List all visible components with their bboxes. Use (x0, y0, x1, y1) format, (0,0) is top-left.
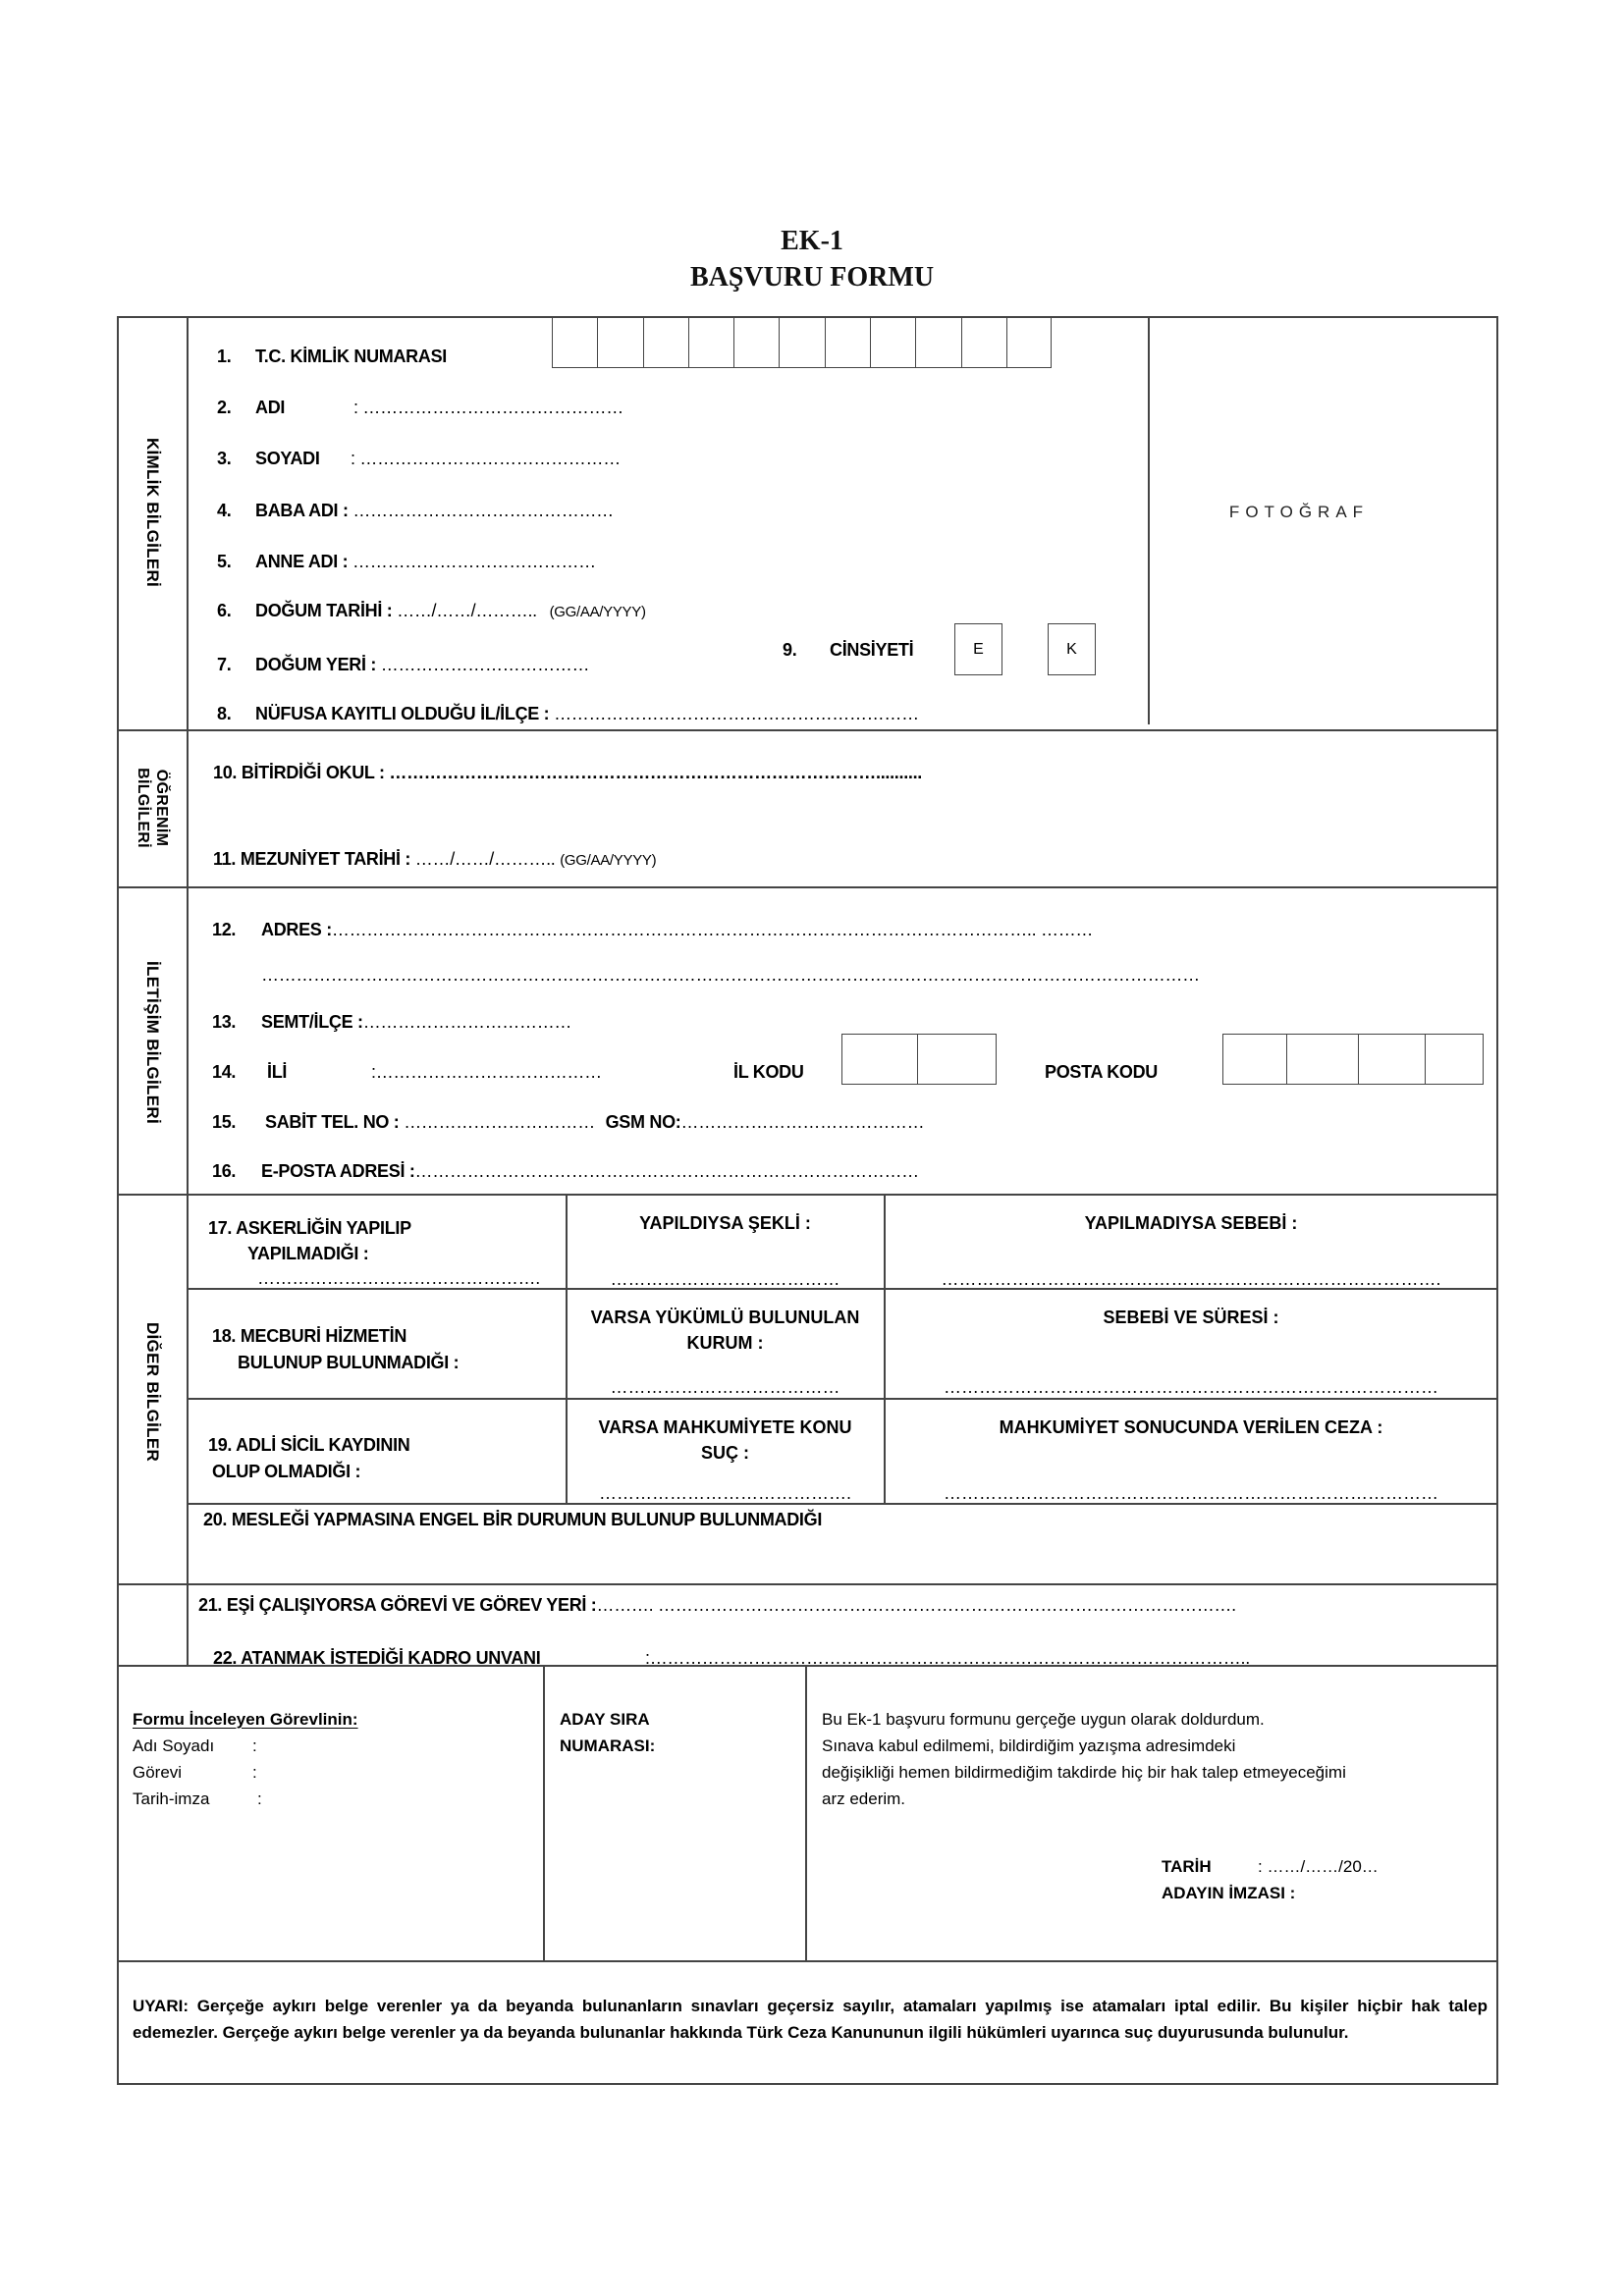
field-label: DOĞUM YERİ : (255, 655, 377, 674)
field-value[interactable]: ……………………………… (362, 1012, 572, 1032)
field-value[interactable]: :………………………………………………………………………………………….. (645, 1648, 1250, 1668)
il-kodu-boxes[interactable] (841, 1034, 997, 1085)
field-label: ANNE ADI : (255, 552, 349, 571)
declaration-line: Bu Ek-1 başvuru formunu gerçeğe uygun olarak doldurdum. (822, 1710, 1265, 1729)
inspector-title: Formu İnceleyen Görevlinin: (133, 1710, 358, 1729)
field-baba-adi[interactable] (217, 500, 614, 521)
field-number: 6. (217, 601, 232, 620)
field-sep: : (252, 1763, 257, 1782)
field-label: 21. EŞİ ÇALIŞIYORSA GÖREVİ VE GÖREV YERİ : (198, 1595, 597, 1615)
field-label: BABA ADI : (255, 501, 349, 520)
form-border-bottom (117, 2083, 1498, 2085)
field-number: 15. (212, 1112, 237, 1132)
divider-signature (117, 1960, 1498, 1962)
gsm-label: GSM NO: (605, 1112, 681, 1132)
field-label: SEMT/İLÇE : (261, 1012, 363, 1032)
field-nufus[interactable] (217, 703, 919, 724)
field-label: T.C. KİMLİK NUMARASI (255, 347, 447, 366)
signature-col-divider-2 (805, 1665, 807, 1961)
field-cinsiyet (783, 639, 913, 661)
field-value[interactable]: ………………………………………………………………………….......... (384, 763, 922, 782)
tc-digit-box[interactable] (871, 317, 916, 367)
tc-digit-box[interactable] (780, 317, 825, 367)
mecburi-kurum-label-line1: VARSA YÜKÜMLÜ BULUNULAN (590, 1308, 860, 1327)
gsm-value[interactable]: …………………………………… (680, 1112, 925, 1132)
section-label-ogrenim-line2: BİLGİLERİ (135, 768, 151, 848)
field-value[interactable]: ………. ………………………………………………………………………………………. (596, 1595, 1236, 1615)
field-es-gorev[interactable] (198, 1594, 1236, 1616)
posta-kodu-digit-box[interactable] (1223, 1035, 1287, 1084)
field-sep: : (252, 1736, 257, 1755)
section-label-column-divider (187, 316, 189, 1666)
il-kodu-label: İL KODU (733, 1062, 804, 1082)
field-label: Adı Soyadı (133, 1736, 215, 1755)
mecburi-kurum-label-line2: KURUM : (686, 1333, 764, 1353)
form-border-left (117, 316, 119, 2085)
posta-kodu-digit-box[interactable] (1359, 1035, 1426, 1084)
mecburi-sure-label: SEBEBİ VE SÜRESİ : (1103, 1308, 1279, 1327)
field-number: 8. (217, 704, 232, 723)
divider-iletisim (117, 1194, 1498, 1196)
field-number: 12. (212, 920, 237, 939)
field-value[interactable]: ……………………………………… (348, 501, 614, 520)
field-kadro-unvani[interactable] (213, 1647, 1250, 1669)
field-label: SOYADI (255, 449, 320, 468)
field-value[interactable]: ………………………………………………………………………………………………………….. ……… (331, 920, 1094, 939)
divider-ogrenim (117, 886, 1498, 888)
field-semt[interactable] (212, 1011, 571, 1033)
field-value[interactable]: : ……………………………………… (353, 398, 623, 417)
field-label: Tarih-imza (133, 1789, 210, 1808)
section-label-ogrenim-line1: ÖĞRENİM (153, 769, 170, 847)
field-bitirdigi-okul[interactable] (213, 762, 922, 783)
inspector-field-name[interactable] (133, 1733, 358, 1759)
field-value[interactable]: ……………………………… (376, 655, 590, 674)
askerlik-value[interactable]: …………………………………………. (257, 1268, 540, 1288)
photo-divider (1148, 316, 1150, 724)
field-number: 5. (217, 552, 232, 571)
field-number: 14. (212, 1062, 237, 1082)
mecburi-label-1: 18. MECBURİ HİZMETİN (212, 1326, 407, 1346)
askerlik-sebebi-label: YAPILMADIYSA SEBEBİ : (1084, 1213, 1298, 1233)
field-meslek-engel[interactable]: 20. MESLEĞİ YAPMASINA ENGEL BİR DURUMUN BULUNUP BULUNMADIĞI (203, 1510, 823, 1529)
tc-digit-box[interactable] (598, 317, 643, 367)
sicil-label-1: 19. ADLİ SİCİL KAYDININ (208, 1435, 410, 1455)
signature-col-divider-1 (543, 1665, 545, 1961)
gender-option-e[interactable]: E (954, 623, 1002, 675)
field-eposta[interactable] (212, 1160, 919, 1182)
section-label-ogrenim (134, 759, 171, 857)
aday-sira-label-line2: NUMARASI: (560, 1736, 656, 1755)
field-sep: : (257, 1789, 262, 1808)
askerlik-sebebi-value[interactable]: …………………………………………………………………………. (941, 1269, 1441, 1289)
date-format-hint: (GG/AA/YYYY) (549, 604, 646, 620)
field-label: ADRES : (261, 920, 332, 939)
divider-kimlik (117, 729, 1498, 731)
tarih-value[interactable]: : ……/……/20… (1258, 1857, 1379, 1876)
tc-number-boxes[interactable] (552, 316, 1052, 368)
field-number: 9. (783, 640, 797, 660)
declaration-text (822, 1706, 1346, 1812)
aday-sira-label-line1: ADAY SIRA (560, 1710, 650, 1729)
posta-kodu-digit-box[interactable] (1426, 1035, 1482, 1084)
field-soyadi[interactable] (217, 448, 621, 469)
inspector-field-date-signature[interactable] (133, 1786, 358, 1812)
tc-digit-box[interactable] (962, 317, 1007, 367)
field-value[interactable]: …………………………………………………………………………… (414, 1161, 919, 1181)
tarih-label: TARİH (1162, 1857, 1212, 1876)
inspector-section (133, 1706, 358, 1812)
sicil-label-2: OLUP OLMADIĞI : (212, 1462, 361, 1481)
field-adres-continuation[interactable]: ……………………………………………………………………………………………………………………………………………… (261, 965, 1200, 985)
askerlik-label-1: 17. ASKERLİĞİN YAPILIP (208, 1218, 411, 1238)
field-adres[interactable] (212, 919, 1093, 940)
sicil-suc-label-line2: SUÇ : (701, 1443, 749, 1463)
date-format-hint: (GG/AA/YYYY) (560, 852, 657, 869)
field-number: 13. (212, 1012, 237, 1032)
field-number: 1. (217, 347, 232, 366)
tc-digit-box[interactable] (734, 317, 780, 367)
field-number: 16. (212, 1161, 237, 1181)
field-tc (217, 346, 447, 367)
field-value[interactable]: …………………………… (399, 1112, 595, 1132)
tc-digit-box[interactable] (916, 317, 961, 367)
declaration-line: Sınava kabul edilmemi, bildirdiğim yazışma adresimdeki (822, 1736, 1236, 1755)
posta-kodu-boxes[interactable] (1222, 1034, 1484, 1085)
inspector-field-role[interactable] (133, 1759, 358, 1786)
divider-row20 (117, 1583, 1498, 1585)
annex-label: EK-1 (781, 226, 843, 256)
aday-sira-numarasi[interactable] (560, 1706, 655, 1759)
posta-kodu-digit-box[interactable] (1287, 1035, 1359, 1084)
field-number: 4. (217, 501, 232, 520)
field-ili[interactable] (212, 1061, 602, 1083)
candidate-signature[interactable]: ADAYIN İMZASI : (1162, 1884, 1296, 1902)
posta-kodu-label: POSTA KODU (1045, 1062, 1159, 1082)
field-label: ADI (255, 398, 286, 417)
field-label: CİNSİYETİ (830, 640, 914, 660)
field-label: İLİ (267, 1062, 288, 1082)
sicil-suc-label-line1: VARSA MAHKUMİYETE KONU (598, 1417, 852, 1437)
section-label-diger: DİĞER BİLGİLER (143, 1321, 162, 1463)
field-value[interactable]: …………………………………… (348, 552, 596, 571)
field-label: 10. BİTİRDİĞİ OKUL : (213, 763, 385, 782)
page-title: BAŞVURU FORMU (689, 262, 935, 293)
mecburi-kurum-value[interactable]: ………………………………… (610, 1377, 840, 1397)
il-kodu-digit-box[interactable] (842, 1035, 918, 1084)
field-label: DOĞUM TARİHİ : (255, 601, 393, 620)
il-kodu-digit-box[interactable] (918, 1035, 995, 1084)
declaration-line: değişikliği hemen bildirmediğim takdirde hiç bir hak talep etmeyeceğimi (822, 1763, 1346, 1782)
photo-placeholder: FOTOĞRAF (1228, 503, 1370, 521)
field-adi[interactable] (217, 397, 623, 418)
section-label-kimlik: KİMLİK BİLGİLERİ (143, 437, 162, 588)
mecburi-label-2: BULUNUP BULUNMADIĞI : (238, 1353, 460, 1372)
field-dogum-yeri[interactable] (217, 654, 589, 675)
field-label: 22. ATANMAK İSTEDİĞİ KADRO UNVANI (213, 1648, 541, 1668)
field-label: 11. MEZUNİYET TARİHİ : (213, 849, 411, 869)
askerlik-sekli-value[interactable]: ………………………………… (610, 1269, 840, 1289)
declaration-line: arz ederim. (822, 1789, 906, 1808)
mecburi-kurum-label (567, 1305, 884, 1356)
field-label: E-POSTA ADRESİ : (261, 1161, 415, 1181)
sicil-ceza-label: MAHKUMİYET SONUCUNDA VERİLEN CEZA : (999, 1417, 1383, 1437)
askerlik-sekli-label: YAPILDIYSA ŞEKLİ : (639, 1213, 811, 1233)
candidate-date[interactable] (1162, 1853, 1379, 1880)
field-telefon[interactable] (212, 1111, 924, 1133)
tc-digit-box[interactable] (1007, 317, 1051, 367)
field-anne-adi[interactable] (217, 551, 596, 572)
sicil-suc-label (567, 1415, 884, 1466)
sicil-ceza-value[interactable]: ………………………………………………………………………… (944, 1483, 1438, 1503)
tc-digit-box[interactable] (644, 317, 689, 367)
field-value[interactable]: ……/……/……….. (410, 849, 561, 869)
field-label: NÜFUSA KAYITLI OLDUĞU İL/İLÇE : (255, 704, 550, 723)
sicil-suc-value[interactable]: ……………………………………. (598, 1483, 851, 1503)
field-value[interactable]: ……/……/……….. (392, 601, 537, 620)
field-number: 3. (217, 449, 232, 468)
warning-text: UYARI: Gerçeğe aykırı belge verenler ya da beyanda bulunanların sınavları geçersiz sayılır, atamaları yapılmış ise atamaları iptal edilir. Bu kişiler hiçbir hak talep edemezler. Gerçeğe aykırı belge verenler ya da beyanda bulunanlar hakkında Türk Ceza Kanununun ilgili hükümleri uyarınca suç duyurusunda bulunulur. (133, 1997, 1488, 2042)
field-value[interactable]: ……………………………………………………… (549, 704, 919, 723)
field-number: 7. (217, 655, 232, 674)
tc-digit-box[interactable] (553, 317, 598, 367)
tc-digit-box[interactable] (826, 317, 871, 367)
askerlik-label-2: YAPILMADIĞI : (247, 1244, 369, 1263)
field-dogum-tarihi[interactable] (217, 600, 646, 623)
mecburi-sure-value[interactable]: ………………………………………………………………………… (944, 1377, 1438, 1397)
field-mezuniyet-tarihi[interactable] (213, 848, 656, 872)
field-label: SABİT TEL. NO : (265, 1112, 400, 1132)
field-value[interactable]: :………………………………… (371, 1062, 602, 1082)
tc-digit-box[interactable] (689, 317, 734, 367)
field-value[interactable]: : ……………………………………… (351, 449, 621, 468)
field-number: 2. (217, 398, 232, 417)
section-label-iletisim: İLETİŞİM BİLGİLERİ (143, 961, 162, 1124)
field-label: Görevi (133, 1763, 183, 1782)
form-border-right (1496, 316, 1498, 2085)
diger-col-divider-2 (884, 1194, 886, 1504)
gender-option-k[interactable]: K (1048, 623, 1096, 675)
